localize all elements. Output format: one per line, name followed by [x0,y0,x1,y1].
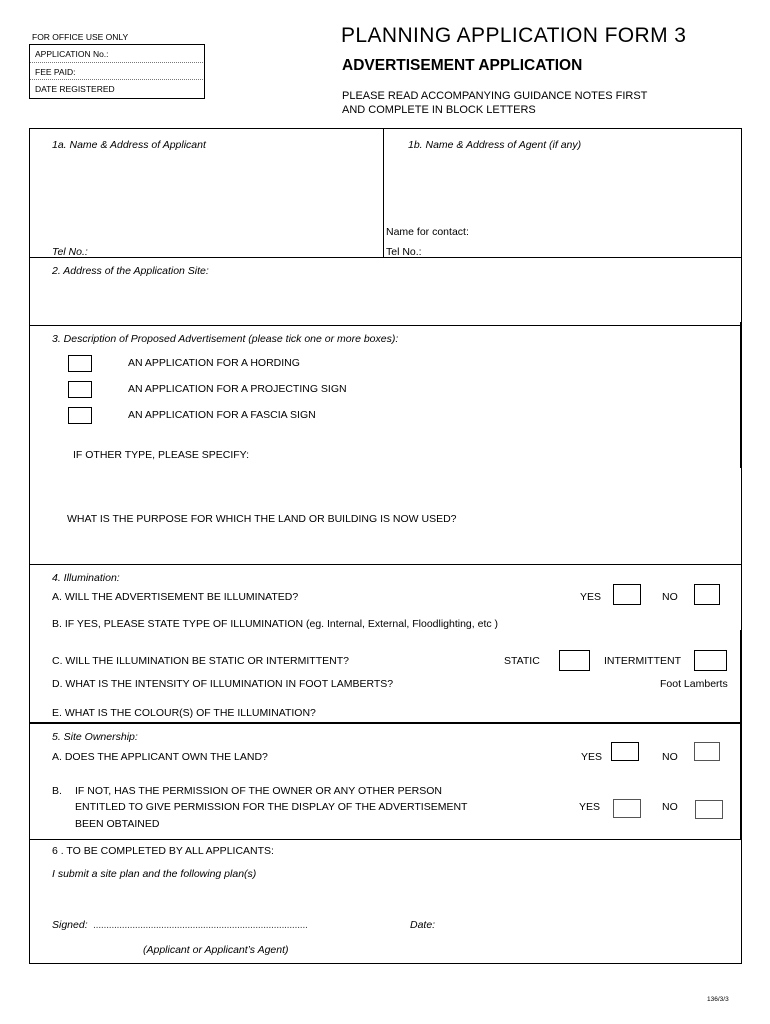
illuminated-yes-label: YES [580,591,602,603]
date-label: Date: [410,919,436,931]
form-subtitle: ADVERTISEMENT APPLICATION [342,57,583,74]
fascia-sign-option-label: AN APPLICATION FOR A FASCIA SIGN [128,409,316,421]
agent-tel-label: Tel No.: [386,246,422,258]
permission-question-line-2: ENTITLED TO GIVE PERMISSION FOR THE DISPLAY OF THE ADVERTISEMENT [75,801,468,813]
guidance-line-2: AND COMPLETE IN BLOCK LETTERS [342,104,536,116]
office-use-heading: FOR OFFICE USE ONLY [32,32,129,42]
contact-name-label: Name for contact: [386,226,469,238]
date-registered-label: DATE REGISTERED [35,84,115,94]
illuminated-question: A. WILL THE ADVERTISEMENT BE ILLUMINATED? [52,591,299,603]
illuminated-yes-checkbox[interactable] [613,584,641,605]
office-divider [30,79,203,80]
applicant-name-address-label: 1a. Name & Address of Applicant [52,139,206,151]
own-land-no-checkbox[interactable] [694,742,720,761]
application-site-label: 2. Address of the Application Site: [52,265,209,277]
static-intermittent-question: C. WILL THE ILLUMINATION BE STATIC OR INTERMITTENT? [52,655,349,667]
form-border-top [29,128,741,129]
permission-no-checkbox[interactable] [695,800,723,819]
site-plan-statement: I submit a site plan and the following plan(s) [52,868,257,880]
permission-question-line-3: BEEN OBTAINED [75,818,160,830]
foot-lamberts-label: Foot Lamberts [660,678,728,690]
illumination-type-question: B. IF YES, PLEASE STATE TYPE OF ILLUMINATION (eg. Internal, External, Floodlighting, etc ) [52,618,499,630]
other-type-label: IF OTHER TYPE, PLEASE SPECIFY: [73,449,250,461]
section-divider [29,722,741,724]
hording-option-label: AN APPLICATION FOR A HORDING [128,357,300,369]
application-no-label: APPLICATION No.: [35,49,109,59]
illuminated-no-label: NO [662,591,678,603]
signed-label: Signed: [52,919,88,931]
applicant-tel-label: Tel No.: [52,246,88,258]
permission-yes-checkbox[interactable] [613,799,641,818]
guidance-line-1: PLEASE READ ACCOMPANYING GUIDANCE NOTES FIRST [342,90,648,102]
permission-question-line-1: IF NOT, HAS THE PERMISSION OF THE OWNER OR ANY OTHER PERSON [75,785,442,797]
intermittent-label: INTERMITTENT [604,655,681,667]
section-divider [29,839,741,840]
form-border-right-thick [740,322,742,468]
permission-no-label: NO [662,801,678,813]
advertisement-description-label: 3. Description of Proposed Advertisement (please tick one or more boxes): [52,333,399,345]
section-divider [29,564,741,565]
illuminated-no-checkbox[interactable] [694,584,720,605]
own-land-yes-checkbox[interactable] [611,742,639,761]
section-divider [29,325,741,326]
all-applicants-label: 6 . TO BE COMPLETED BY ALL APPLICANTS: [52,845,274,857]
projecting-sign-option-label: AN APPLICATION FOR A PROJECTING SIGN [128,383,347,395]
own-land-no-label: NO [662,751,678,763]
signature-line[interactable]: .................................................................................. [93,919,308,931]
hording-checkbox[interactable] [68,355,92,372]
form-border-bottom [29,963,741,964]
land-use-purpose-label: WHAT IS THE PURPOSE FOR WHICH THE LAND OR BUILDING IS NOW USED? [67,513,457,525]
intensity-question: D. WHAT IS THE INTENSITY OF ILLUMINATION IN FOOT LAMBERTS? [52,678,394,690]
form-reference: 136/3/3 [707,996,729,1003]
illumination-colour-question: E. WHAT IS THE COLOUR(S) OF THE ILLUMINATION? [52,707,316,719]
office-divider [30,62,203,63]
permission-yes-label: YES [579,801,601,813]
section1-divider [383,128,384,257]
section-divider [29,257,741,258]
form-border-right-thick [740,630,742,840]
fascia-sign-checkbox[interactable] [68,407,92,424]
static-checkbox[interactable] [559,650,590,671]
site-ownership-label: 5. Site Ownership: [52,731,138,743]
illumination-label: 4. Illumination: [52,572,120,584]
own-land-yes-label: YES [581,751,603,763]
projecting-sign-checkbox[interactable] [68,381,92,398]
own-land-question: A. DOES THE APPLICANT OWN THE LAND? [52,751,268,763]
permission-question-prefix: B. [52,785,62,797]
agent-name-address-label: 1b. Name & Address of Agent (if any) [408,139,582,151]
applicant-or-agent-caption: (Applicant or Applicant’s Agent) [143,944,289,956]
form-title: PLANNING APPLICATION FORM 3 [341,24,687,47]
static-label: STATIC [504,655,540,667]
fee-paid-label: FEE PAID: [35,67,76,77]
intermittent-checkbox[interactable] [694,650,727,671]
